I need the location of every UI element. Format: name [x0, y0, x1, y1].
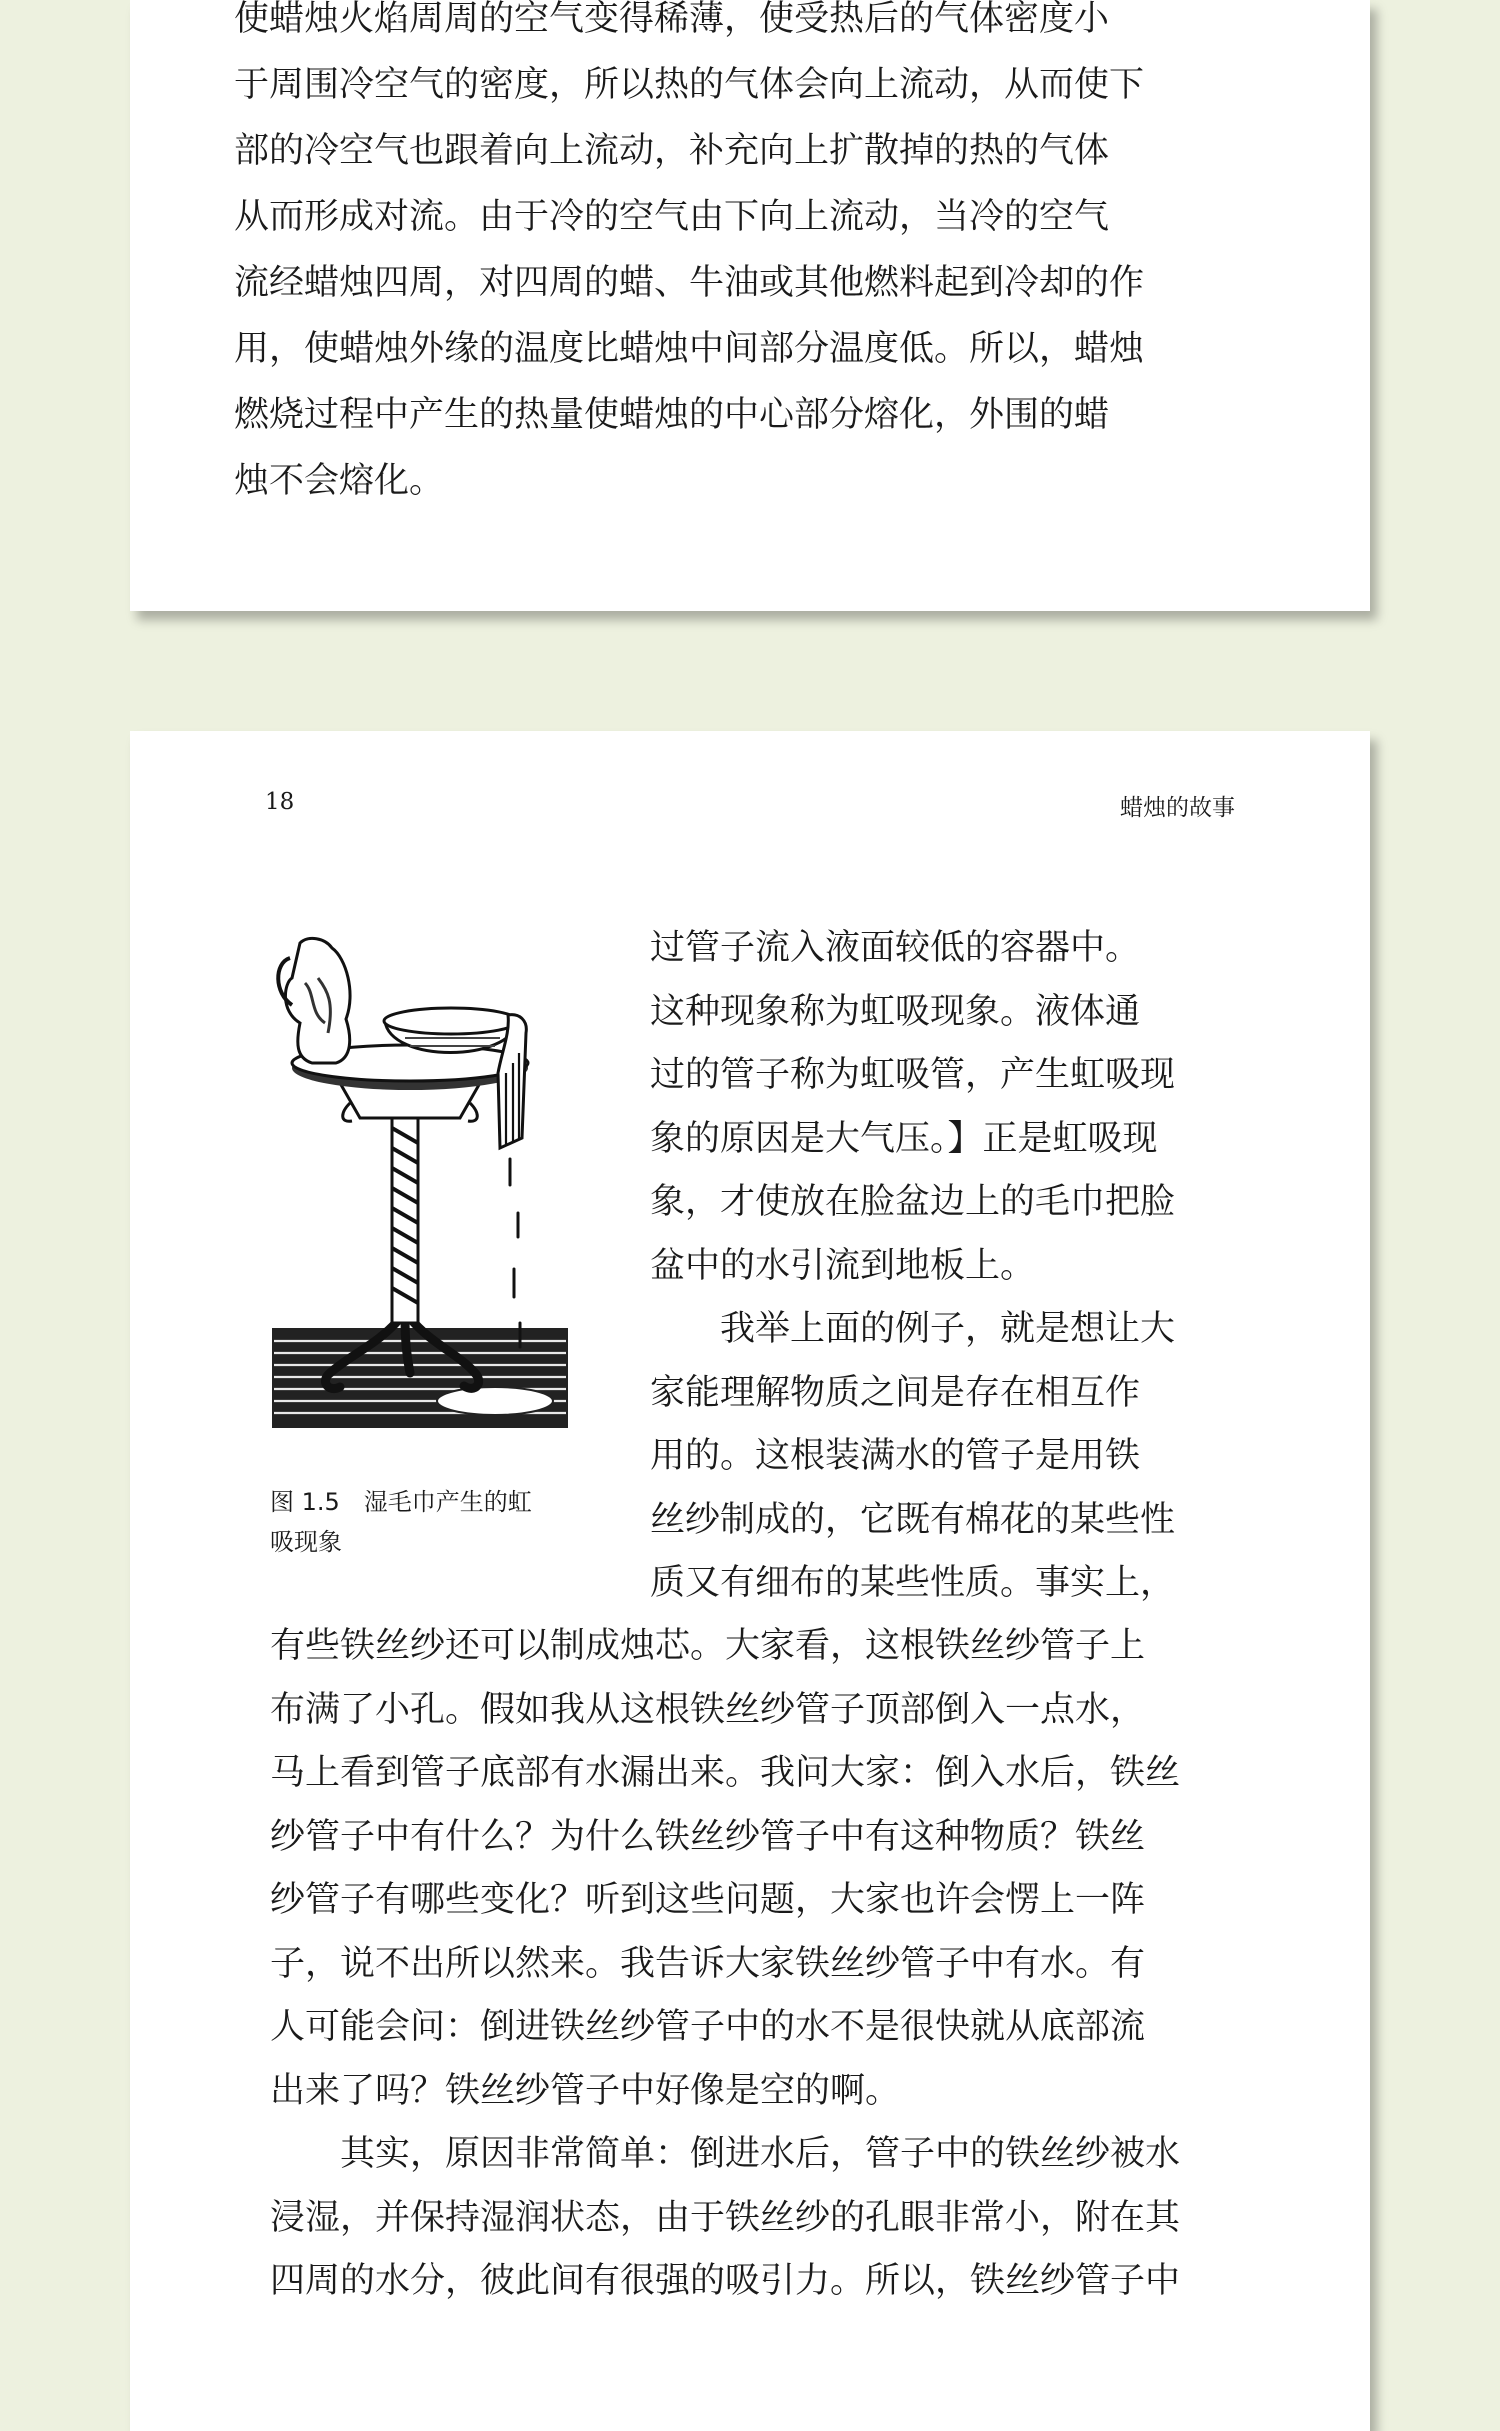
- book-page-top: [130, 0, 1370, 611]
- text-line: 于周围冷空气的密度，所以热的气体会向上流动，从而使下: [234, 65, 1145, 105]
- text-line: 浸湿，并保持湿润状态，由于铁丝纱的孔眼非常小，附在其: [270, 2197, 1181, 2238]
- text-line: 丝纱制成的，它既有棉花的某些性: [650, 1499, 1176, 1540]
- page-top-text: [234, 0, 1234, 514]
- text-line: 出来了吗？铁丝纱管子中好像是空的啊。: [270, 2070, 901, 2111]
- text-line: 四周的水分，彼此间有很强的吸引力。所以，铁丝纱管子中: [270, 2261, 1181, 2301]
- text-line: 部的冷空气也跟着向上流动，补充向上扩散掉的热的气体: [234, 131, 1110, 171]
- text-line: 子，说不出所以然来。我告诉大家铁丝纱管子中有水。有: [270, 1943, 1146, 1984]
- text-line: 纱管子中有什么？为什么铁丝纱管子中有这种物质？铁丝: [270, 1816, 1146, 1857]
- text-line: 燃烧过程中产生的热量使蜡烛的中心部分熔化，外围的蜡: [234, 395, 1110, 435]
- text-line: 用的。这根装满水的管子是用铁: [650, 1436, 1141, 1476]
- text-line: 其实，原因非常简单：倒进水后，管子中的铁丝纱被水: [270, 2134, 1181, 2174]
- figure-caption: [270, 1482, 610, 1562]
- text-line: 流经蜡烛四周，对四周的蜡、牛油或其他燃料起到冷却的作: [234, 263, 1145, 303]
- text-line: 从而形成对流。由于冷的空气由下向上流动，当冷的空气: [234, 197, 1110, 237]
- book-page-bottom: [130, 731, 1370, 2431]
- text-line: 纱管子有哪些变化？听到这些问题，大家也许会愣上一阵: [270, 1880, 1146, 1920]
- text-line: 布满了小孔。假如我从这根铁丝纱管子顶部倒入一点水，: [270, 1689, 1146, 1730]
- text-line: 使蜡烛火焰周周的空气变得稀薄，使受热后的气体密度小: [234, 0, 1110, 39]
- text-line: 我举上面的例子，就是想让大: [650, 1309, 1176, 1349]
- text-line: 家能理解物质之间是存在相互作: [650, 1372, 1141, 1413]
- running-title: 蜡烛的故事: [1120, 795, 1235, 821]
- mixed-line: [650, 1108, 1350, 1172]
- side-column-text: [650, 917, 1350, 1616]
- caption-line: 吸现象: [270, 1528, 342, 1556]
- text-line: 人可能会问：倒进铁丝纱管子中的水不是很快就从底部流: [270, 2007, 1146, 2047]
- text-fragment: 】正是虹吸现: [947, 1118, 1158, 1159]
- text-line: 有些铁丝纱还可以制成烛芯。大家看，这根铁丝纱管子上: [270, 1626, 1146, 1666]
- page-number: 18: [265, 789, 295, 815]
- text-line: 马上看到管子底部有水漏出来。我问大家：倒入水后，铁丝: [270, 1753, 1181, 1793]
- caption-line: 图 1.5 湿毛巾产生的虹: [270, 1488, 532, 1516]
- note-fragment: 象的原因是大气压。: [650, 1118, 948, 1159]
- text-line: 质又有细布的某些性质。事实上，: [650, 1563, 1176, 1603]
- note-line: 这种现象称为虹吸现象。液体通: [650, 991, 1141, 1032]
- text-line: 盆中的水引流到地板上。: [650, 1245, 1036, 1286]
- text-line: 烛不会熔化。: [234, 461, 445, 501]
- note-line: 过管子流入液面较低的容器中。: [650, 928, 1141, 968]
- full-width-text: [270, 1615, 1330, 2314]
- note-line: 过的管子称为虹吸管，产生虹吸现: [650, 1055, 1176, 1095]
- text-line: 象，才使放在脸盆边上的毛巾把脸: [650, 1182, 1176, 1222]
- siphon-towel-illustration: [270, 923, 570, 1443]
- text-line: 用，使蜡烛外缘的温度比蜡烛中间部分温度低。所以，蜡烛: [234, 329, 1145, 369]
